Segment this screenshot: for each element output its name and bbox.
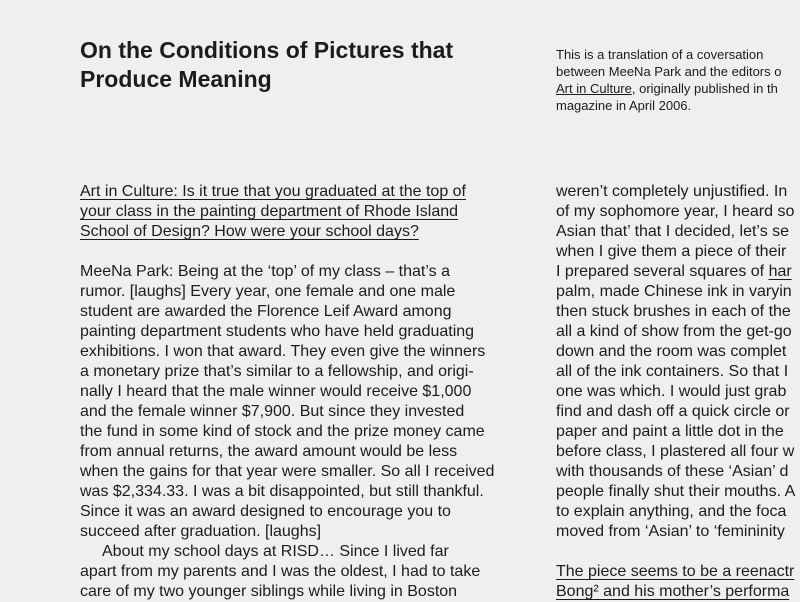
translation-note: [556, 46, 800, 114]
interview-question: [556, 562, 800, 602]
answer-line: palm, made Chinese ink in varyin: [556, 283, 792, 300]
answer-line: MeeNa Park: Being at the ‘top’ of my class – that’s a: [80, 263, 450, 280]
interview-question: [80, 182, 520, 242]
answer-line: painting department students who have held graduating: [80, 323, 475, 340]
article-title: [80, 36, 500, 94]
answer-line: moved from ‘Asian’ to ‘femininity: [556, 523, 785, 540]
answer-line: I prepared several squares of har: [556, 263, 792, 280]
answer-line: student are awarded the Florence Leif Award among: [80, 303, 452, 320]
answer-line: with thousands of these ‘Asian’ d: [556, 463, 789, 480]
answer-line: nally I heard that the male winner would receive $1,000: [80, 383, 472, 400]
answer-line: to explain anything, and the foca: [556, 503, 787, 520]
left-column: [80, 182, 520, 602]
answer-line: succeed after graduation. [laughs]: [80, 523, 322, 540]
title-line: On the Conditions of Pictures that: [80, 37, 454, 63]
answer-line: and the female winner $7,900. But since they invested: [80, 403, 465, 420]
answer-line: find and dash off a quick circle or: [556, 403, 790, 420]
question-line: your class in the painting department of Rhode Island: [80, 203, 459, 220]
answer-line: people finally shut their mouths. A: [556, 483, 796, 500]
interview-answer-continued: [556, 182, 800, 542]
answer-line: was $2,334.33. I was a bit disappointed, but still thankful.: [80, 483, 484, 500]
answer-line: from annual returns, the award amount would be less: [80, 443, 458, 460]
answer-line: a monetary prize that’s similar to a fellowship, and origi-: [80, 363, 474, 380]
title-line: Produce Meaning: [80, 66, 272, 92]
note-line: between MeeNa Park and the editors o: [556, 64, 782, 79]
question-line: Art in Culture: Is it true that you graduated at the top of: [80, 183, 466, 200]
answer-line: Asian that’ that I decided, let’s se: [556, 223, 790, 240]
answer-line: down and the room was complet: [556, 343, 787, 360]
answer-line: rumor. [laughs] Every year, one female and one male: [80, 283, 456, 300]
answer-line: About my school days at RISD… Since I lived far: [102, 543, 449, 560]
answer-line: when I give them a piece of their: [556, 243, 787, 260]
answer-line: the fund in some kind of stock and the prize money came: [80, 423, 485, 440]
answer-line: all of the ink containers. So that I: [556, 363, 789, 380]
answer-line: exhibitions. I won that award. They even give the winners: [80, 343, 486, 360]
answer-line: of my sophomore year, I heard so: [556, 203, 795, 220]
interview-answer: [80, 262, 520, 602]
note-line: Art in Culture, originally published in th: [556, 81, 778, 96]
question-line: The piece seems to be a reenactr: [556, 563, 795, 580]
answer-line: apart from my parents and I was the oldest, I had to take: [80, 563, 481, 580]
note-line: This is a translation of a coversation: [556, 47, 764, 62]
answer-line: paper and paint a little dot in the: [556, 423, 784, 440]
answer-line: when the gains for that year were smaller. So all I received: [80, 463, 495, 480]
answer-line: before class, I plastered all four w: [556, 443, 795, 460]
answer-line: weren’t completely unjustified. In: [556, 183, 788, 200]
answer-line: all a kind of show from the get-go: [556, 323, 792, 340]
magazine-link[interactable]: Art in Culture: [556, 81, 632, 96]
answer-line: care of my two younger siblings while living in Boston: [80, 583, 458, 600]
question-line: Bong² and his mother’s performa: [556, 583, 790, 600]
right-column: [556, 182, 800, 602]
answer-line: Since it was an award designed to encourage you to: [80, 503, 451, 520]
answer-line: one was which. I would just grab: [556, 383, 787, 400]
hanji-link[interactable]: har: [768, 263, 792, 280]
answer-line: then stuck brushes in each of the: [556, 303, 791, 320]
question-line: School of Design? How were your school days?: [80, 223, 419, 240]
note-line: magazine in April 2006.: [556, 98, 692, 113]
